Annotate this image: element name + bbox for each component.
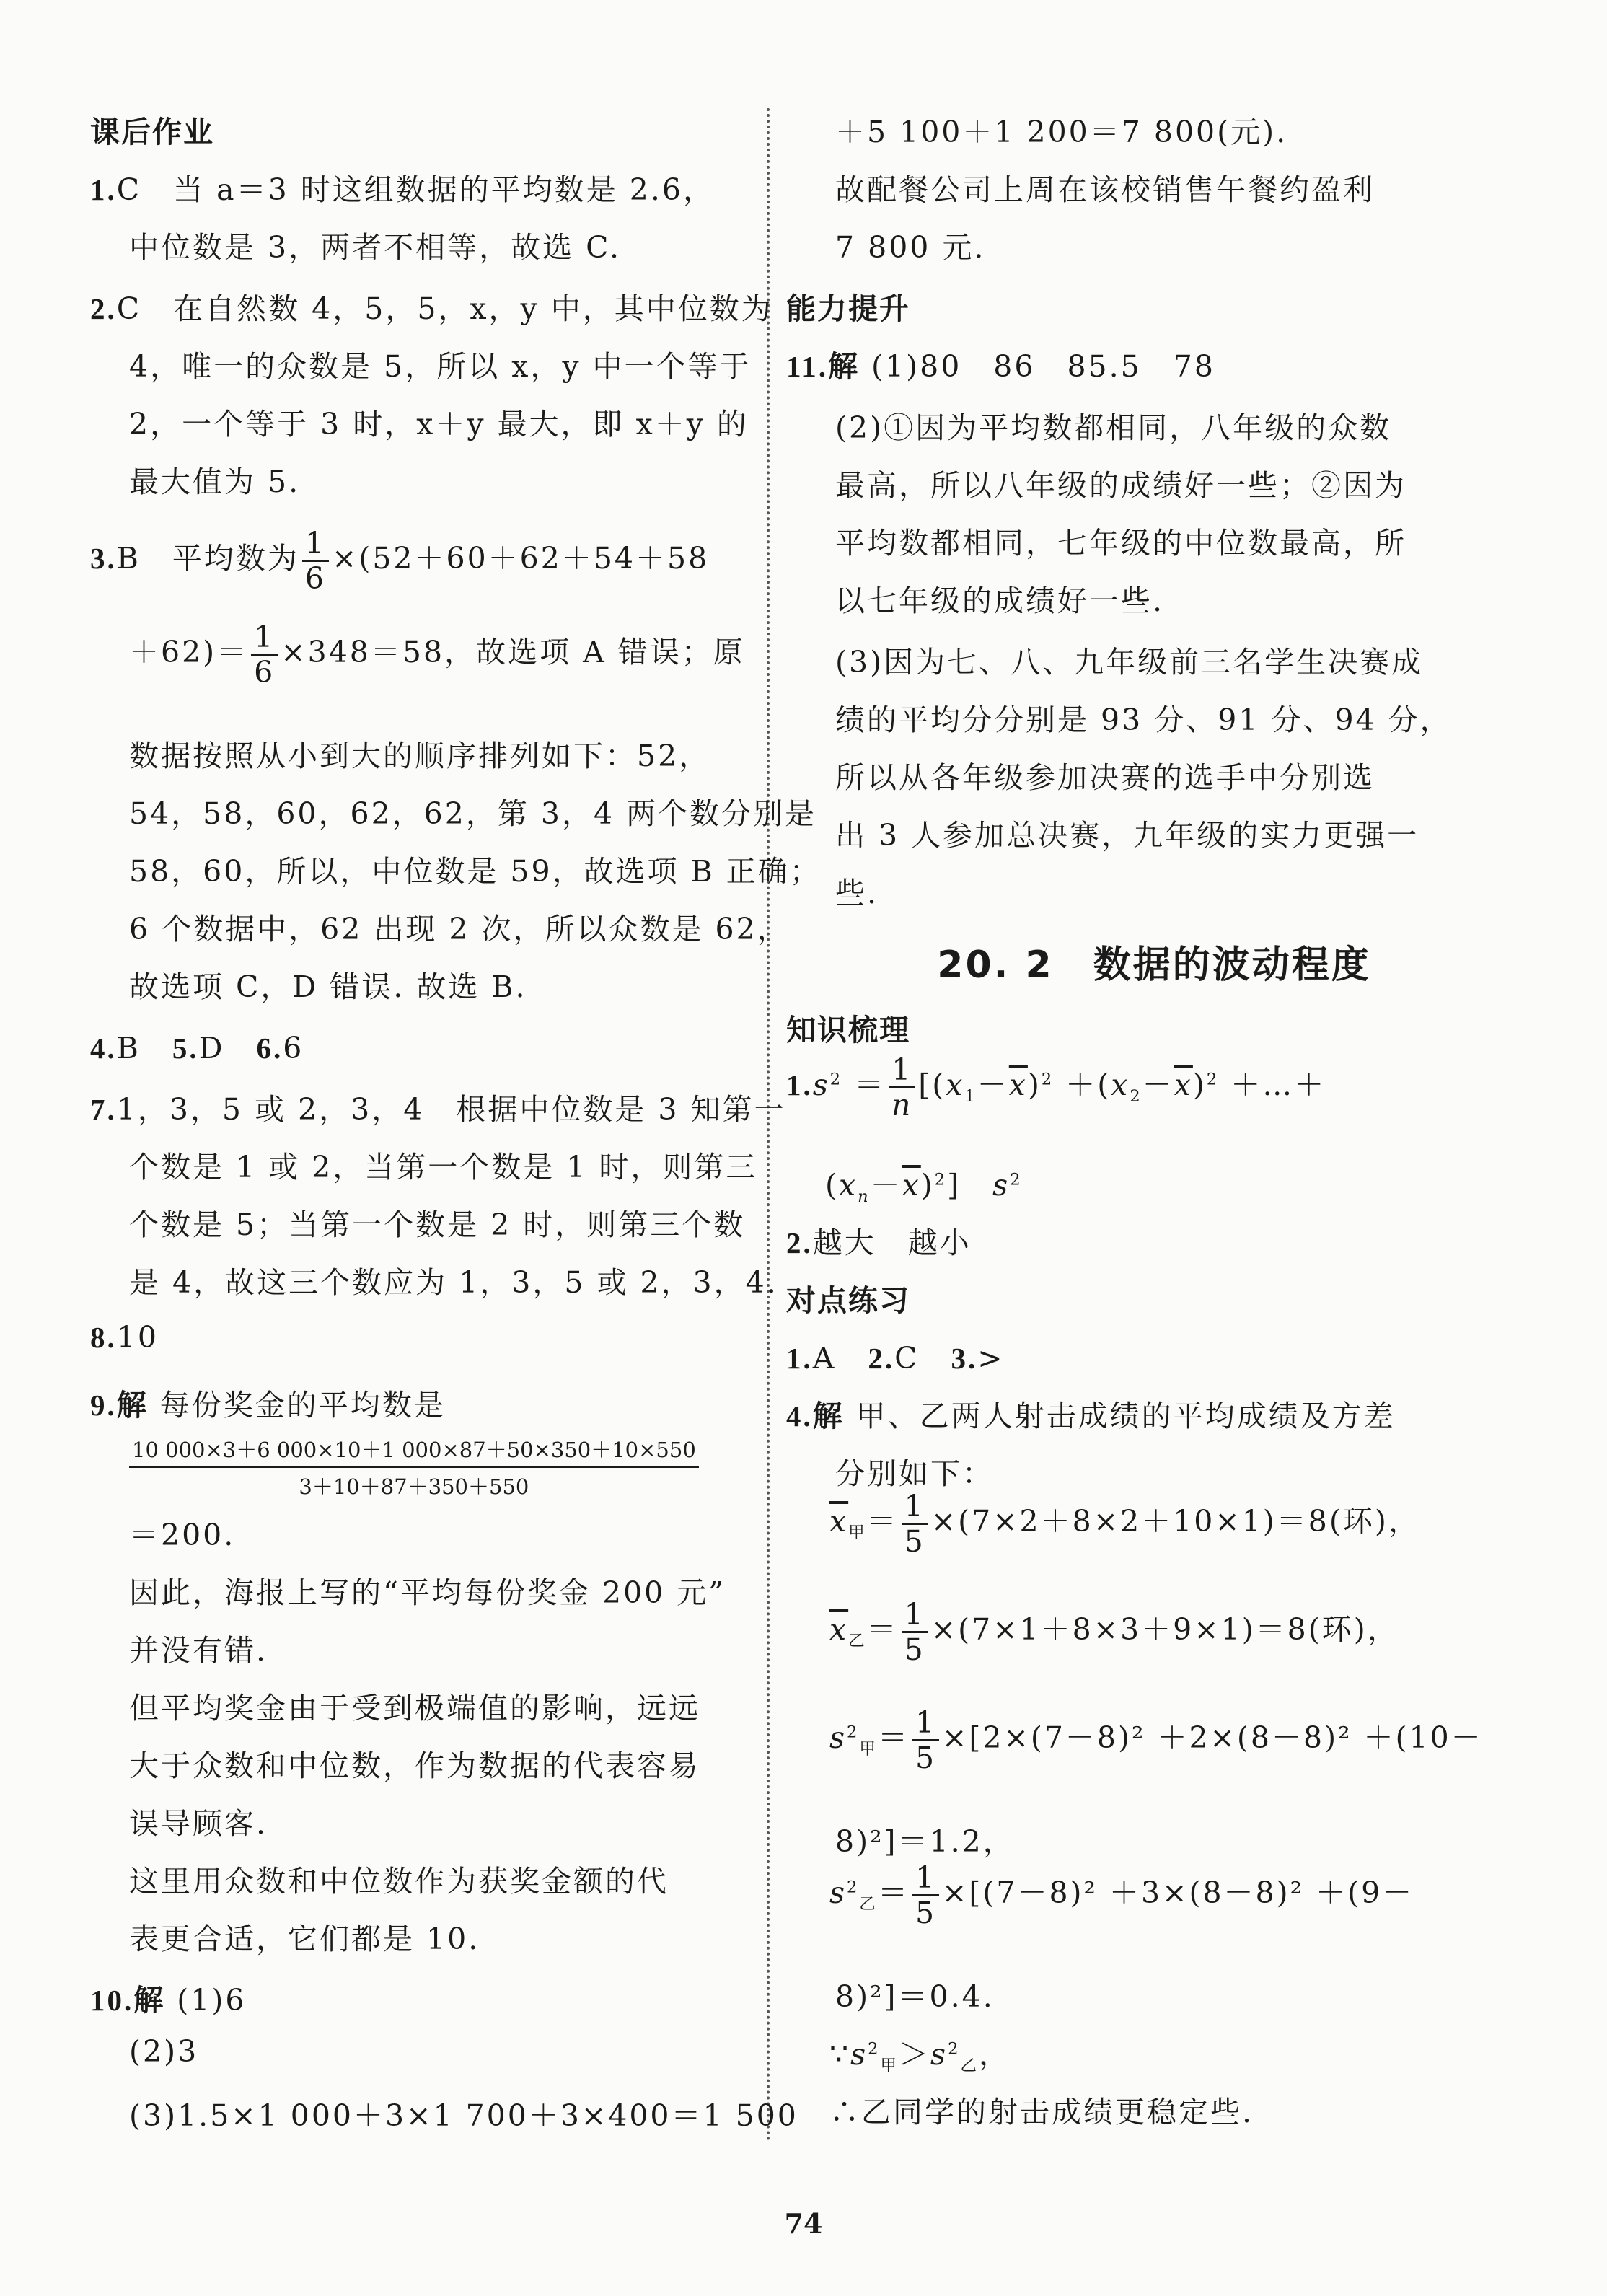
- question-number: 9.: [90, 1389, 117, 1422]
- answer-text: B 平均数为: [116, 541, 299, 576]
- fraction: [902, 1598, 928, 1666]
- comparison: $\because s^2_甲>s^2_乙$，: [829, 2037, 1011, 2076]
- conclusion: ∴乙同学的射击成绩更稳定些.: [829, 2095, 1254, 2129]
- fraction: [912, 1706, 939, 1774]
- denominator: 5: [915, 1741, 937, 1775]
- answer-line: 并没有错.: [129, 1633, 268, 1668]
- answer-line: 中位数是 3，两者不相等，故选 C.: [129, 230, 622, 265]
- heading-homework: 课后作业: [90, 115, 214, 149]
- answer-line: 个数是 1 或 2，当第一个数是 1 时，则第三: [129, 1150, 758, 1184]
- heading-knowledge: 知识梳理: [786, 1013, 910, 1047]
- question-number: 5.: [172, 1032, 199, 1065]
- answer-line: (3)1.5×1 000＋3×1 700＋3×400＝1 500: [129, 2098, 798, 2133]
- denominator: 6: [304, 561, 326, 596]
- answer-line: 7 800 元.: [835, 230, 986, 265]
- answer-line: 最大值为 5.: [129, 465, 301, 499]
- answer-line: 故配餐公司上周在该校销售午餐约盈利: [835, 172, 1375, 207]
- answer-text: ＋62)＝: [129, 635, 249, 669]
- numerator: 10 000×3＋6 000×10＋1 000×87＋50×350＋10×550: [129, 1434, 699, 1468]
- answer-text: ×348＝58，故选项 A 错误；原: [281, 635, 745, 669]
- denominator: 5: [904, 1524, 925, 1559]
- answer-line: 是 4，故这三个数应为 1，3，5 或 2，3，4.: [129, 1265, 778, 1300]
- fraction: [251, 620, 278, 689]
- numerator: 1: [251, 620, 278, 656]
- page-number: 74: [784, 2207, 823, 2240]
- answer-text: 6: [283, 1031, 304, 1065]
- answer-text: 甲、乙两人射击成绩的平均成绩及方差: [855, 1399, 1396, 1433]
- equation-text: 8)²]＝1.2，: [835, 1824, 1015, 1859]
- answer-text: ×(52＋60＋62＋54＋58: [331, 541, 710, 576]
- solution-label: 解: [116, 1388, 149, 1422]
- answer-line: 54，58，60，62，62，第 3，4 两个数分别是: [129, 796, 817, 831]
- denominator: 6: [254, 655, 276, 690]
- answer-line: ＋5 100＋1 200＝7 800(元).: [835, 115, 1288, 149]
- answer-line: 但平均奖金由于受到极端值的影响，远远: [129, 1691, 700, 1725]
- answer-line: (2)①因为平均数都相同，八年级的众数: [835, 410, 1392, 445]
- answer-text: B: [116, 1031, 141, 1065]
- fraction: [912, 1861, 939, 1930]
- subscript: 甲: [859, 1740, 878, 1759]
- question-number: 11.: [786, 350, 828, 383]
- answer-line: 平均数都相同，七年级的中位数最高，所: [835, 526, 1406, 560]
- section-title: 20. 2 数据的波动程度: [937, 944, 1371, 987]
- answer-line: 所以从各年级参加决赛的选手中分别选: [835, 760, 1375, 795]
- knowledge-2: [786, 1219, 972, 1262]
- answer-text: 越大 越小: [812, 1226, 972, 1260]
- answer-line: 最高，所以八年级的成绩好一些；②因为: [835, 468, 1406, 503]
- answer-line: 58，60，所以，中位数是 59，故选项 B 正确；: [129, 854, 822, 889]
- variance-jia: $s^2_甲=$ $\frac{1}{5}$ ×[2×(7－8)² ＋2×(8－8)² ＋(10－: [829, 1705, 1483, 1775]
- numerator: 1: [302, 527, 329, 562]
- fraction: [889, 1053, 915, 1122]
- denominator: 3＋10＋87＋350＋550: [299, 1474, 529, 1499]
- answer-line: C 在自然数 4，5，5，x，y 中，其中位数为: [116, 291, 773, 326]
- answer-line: 因此，海报上写的“平均每份奖金 200 元”: [129, 1575, 726, 1610]
- question-number: 1.: [90, 173, 117, 206]
- answer-line: (2)3: [129, 2034, 199, 2069]
- question-number: 2.: [90, 292, 117, 325]
- subscript: 甲: [880, 2057, 899, 2076]
- question-number: 4.: [90, 1032, 117, 1065]
- equation-text: 8)²]＝0.4.: [835, 1979, 995, 2014]
- answer-line: 这里用众数和中位数作为获奖金额的代: [129, 1864, 669, 1899]
- solution-label: 解: [812, 1399, 845, 1433]
- subscript: 甲: [848, 1523, 867, 1543]
- denominator: 5: [904, 1632, 925, 1667]
- item-number: 1.: [786, 1068, 813, 1101]
- numerator: 1: [902, 1490, 928, 1525]
- answer-line: 些.: [835, 876, 879, 910]
- answer-text: 每份奖金的平均数是: [159, 1388, 446, 1422]
- solution-label: 解: [828, 349, 860, 384]
- questions-4-6: [90, 1024, 304, 1067]
- fraction: [902, 1490, 928, 1558]
- question-number: 3.: [951, 1342, 978, 1375]
- answer-line: 表更合适，它们都是 10.: [129, 1922, 480, 1956]
- answer-line: 1，3，5 或 2，3，4 根据中位数是 3 知第一: [116, 1092, 786, 1127]
- practice-1-3: [786, 1334, 1005, 1377]
- answer-line: 个数是 5；当第一个数是 2 时，则第三个数: [129, 1208, 746, 1242]
- answer-line: 分别如下：: [835, 1456, 994, 1491]
- solution-label: 解: [133, 1983, 166, 2018]
- answer-line: 数据按照从小到大的顺序排列如下：52，: [129, 739, 711, 773]
- question-number: 3.: [90, 542, 117, 575]
- answer-text: (1)6: [177, 1983, 247, 2018]
- answer-line: ＝200.: [129, 1518, 236, 1552]
- heading-practice: 对点练习: [786, 1283, 910, 1318]
- answer-line: C 当 a＝3 时这组数据的平均数是 2.6，: [116, 172, 715, 207]
- numerator: 1: [902, 1598, 928, 1633]
- average-fraction: [129, 1434, 699, 1500]
- question-number: 2.: [868, 1342, 895, 1375]
- numerator: 1: [912, 1706, 939, 1741]
- answer-line: 6 个数据中，62 出现 2 次，所以众数是 62，: [129, 912, 789, 946]
- fraction: [302, 527, 329, 595]
- mean-jia: $\overline{x}_甲=$ $\frac{1}{5}$ ×(7×2＋8×2＋10×1)＝8(环)，: [829, 1489, 1420, 1559]
- question-number: 1.: [786, 1342, 813, 1375]
- question-number: 8.: [90, 1321, 117, 1354]
- equation-text: ×[2×(7－8)² ＋2×(8－8)² ＋(10－: [942, 1720, 1483, 1755]
- denominator: n: [891, 1088, 913, 1122]
- answer-text: (1)80 86 85.5 78: [871, 349, 1215, 384]
- answer-line: 大于众数和中位数，作为数据的代表容易: [129, 1749, 700, 1783]
- heading-ability: 能力提升: [786, 291, 910, 326]
- subscript: 乙: [848, 1632, 867, 1651]
- answer-text: >: [977, 1341, 1005, 1376]
- answer-line: 误导顾客.: [129, 1806, 268, 1841]
- numerator: 1: [912, 1861, 939, 1896]
- answer-line: 故选项 C，D 错误. 故选 B.: [129, 969, 527, 1004]
- answer-line: 4，唯一的众数是 5，所以 x，y 中一个等于: [129, 349, 752, 384]
- question-number: 6.: [256, 1032, 283, 1065]
- answer-line: 以七年级的成绩好一些.: [835, 584, 1165, 618]
- equation-text: ×[(7－8)² ＋3×(8－8)² ＋(9－: [942, 1875, 1414, 1910]
- answer-line: (3)因为七、八、九年级前三名学生决赛成: [835, 645, 1424, 679]
- question-8: [90, 1320, 159, 1355]
- answer-line: 2，一个等于 3 时，x＋y 最大，即 x＋y 的: [129, 407, 749, 441]
- item-number: 2.: [786, 1226, 813, 1259]
- answer-text: D: [198, 1031, 225, 1065]
- subscript: 乙: [960, 2057, 979, 2076]
- question-number: 10.: [90, 1984, 134, 2017]
- answer-line: 出 3 人参加总决赛，九年级的实力更强一: [835, 818, 1419, 853]
- equation-text: ×(7×1＋8×3＋9×1)＝8(环)，: [930, 1612, 1399, 1647]
- equation-text: ×(7×2＋8×2＋10×1)＝8(环)，: [930, 1504, 1420, 1539]
- question-number: 7.: [90, 1093, 117, 1126]
- subscript: 乙: [859, 1895, 878, 1914]
- answer-text: A: [812, 1341, 837, 1376]
- answer-text: C: [894, 1341, 920, 1376]
- because-symbol: ∵: [829, 2037, 851, 2072]
- numerator: 1: [889, 1053, 915, 1088]
- answer-text: 10: [116, 1320, 159, 1355]
- variance-yi: $s^2_乙=$ $\frac{1}{5}$ ×[(7－8)² ＋3×(8－8)² ＋(9－: [829, 1860, 1414, 1930]
- mean-yi: $\overline{x}_乙=$ $\frac{1}{5}$ ×(7×1＋8×3＋9×1)＝8(环)，: [829, 1597, 1399, 1667]
- question-number: 4.: [786, 1399, 813, 1433]
- denominator: 5: [915, 1896, 937, 1930]
- answer-line: 绩的平均分分别是 93 分、91 分、94 分，: [835, 703, 1452, 737]
